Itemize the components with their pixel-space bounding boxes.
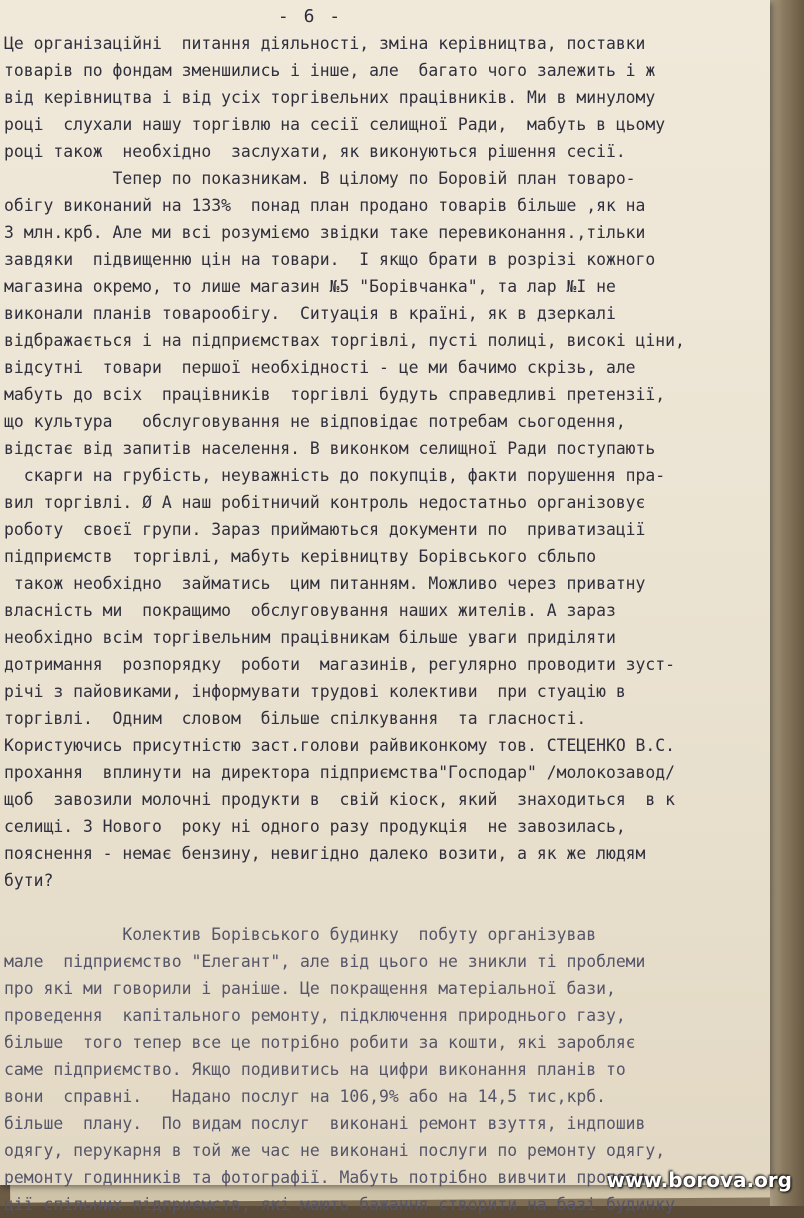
text-line: завдяки підвищенню цін на товари. І якщо брати в розрізі кожного: [4, 250, 656, 269]
text-line: ції спільних підприємств, які мають бажання створити на базі будинку: [4, 1195, 676, 1214]
text-line: році також необхідно заслухати, як виконуються рішення сесії.: [4, 142, 626, 161]
binder-edge: [770, 0, 804, 1206]
text-line: мале підприємство "Елегант", але від цього не зникли ті проблеми: [4, 952, 646, 971]
text-line: роботу своєї групи. Зараз приймаються документи по приватизації: [4, 520, 646, 539]
text-line: пояснення - немає бензину, невигідно далеко возити, а як же людям: [4, 844, 646, 863]
page-number: - 6 -: [277, 6, 343, 27]
text-line: обігу виконаний на 133% понад план продано товарів більше ,як на: [4, 196, 646, 215]
text-line: прохання вплинути на директора підприємства"Господар" /молокозавод/: [4, 763, 676, 782]
text-line: виконали планів товарообігу. Ситуація в країні, як в дзеркалі: [4, 304, 616, 323]
site-watermark: www.borova.org: [606, 1168, 792, 1192]
text-line: відсутні товари першої необхідності - це ми бачимо скрізь, але: [4, 358, 636, 377]
text-line: Це організаційні питання діяльності, зміна керівництва, поставки: [4, 34, 646, 53]
text-line: підприємств торгівлі, мабуть керівництву Борівського сбльпо: [4, 547, 597, 566]
text-line: торгівлі. Одним словом більше спілкування та гласності.: [4, 709, 587, 728]
text-line: необхідно всім торгівельним працівникам більше уваги приділяти: [4, 628, 616, 647]
text-line: власність ми покращимо обслуговування наших жителів. А зараз: [4, 601, 616, 620]
text-line: бути?: [4, 871, 54, 890]
text-line: від керівництва і від усіх торгівельних працівників. Ми в минулому: [4, 88, 656, 107]
text-line: дотримання розпорядку роботи магазинів, регулярно проводити зуст-: [4, 655, 676, 674]
text-line: [4, 894, 764, 921]
text-line: 3 млн.крб. Але ми всі розуміємо звідки таке перевиконання.,тільки: [4, 223, 646, 242]
text-line: товарів по фондам зменшились і інше, але багато чого залежить і ж: [4, 61, 656, 80]
text-line: проведення капітального ремонту, підключення природнього газу,: [4, 1006, 626, 1025]
text-line: відбражається і на підприємствах торгівлі, пусті полиці, високі ціни,: [4, 331, 685, 350]
text-line: селищі. З Нового року ні одного разу продукція не завозилась,: [4, 817, 626, 836]
document-body: [4, 30, 764, 1218]
text-line: Колектив Борівського будинку побуту організував: [4, 925, 597, 944]
text-line: більше того тепер все це потрібно робити за кошти, які заробляє: [4, 1033, 636, 1052]
text-line: відстає від запитів населення. В виконком селищної Ради поступають: [4, 439, 656, 458]
text-line: також необхідно займатись цим питанням. Можливо через приватну: [4, 574, 646, 593]
text-line: щоб завозили молочні продукти в свій кіоск, який знаходиться в к: [4, 790, 676, 809]
text-line: скарги на грубість, неуважність до покупців, факти порушення пра-: [4, 466, 666, 485]
text-line: мабуть до всіх працівників торгівлі будуть справедливі претензії,: [4, 385, 666, 404]
text-line: вил торгівлі. Ø А наш робітничий контроль недостатньо організовує: [4, 493, 646, 512]
text-line: ремонту годинників та фотографії. Мабуть потрібно вивчити пропози-: [4, 1168, 656, 1187]
text-line: про які ми говорили і раніше. Це покращення матеріальної бази,: [4, 979, 616, 998]
text-line: вони справні. Надано послуг на 106,9% або на 14,5 тис,крб.: [4, 1087, 606, 1106]
text-line: більше плану. По видам послуг виконані ремонт взуття, індпошив: [4, 1114, 646, 1133]
text-line: магазина окремо, то лише магазин №5 "Борівчанка", та лар №I не: [4, 277, 616, 296]
text-line: Тепер по показникам. В цілому по Боровій план товаро-: [4, 169, 636, 188]
text-line: річі з пайовиками, інформувати трудові колективи при стуацію в: [4, 682, 626, 701]
text-line: одягу, перукарня в той же час не виконані послуги по ремонту одягу,: [4, 1141, 666, 1160]
text-line: саме підприємство. Якщо подивитись на цифри виконання планів то: [4, 1060, 626, 1079]
text-line: році слухали нашу торгівлю на сесії селищної Ради, мабуть в цьому: [4, 115, 666, 134]
text-line: Користуючись присутністю заст.голови райвиконкому тов. СТЕЦЕНКО В.С.: [4, 736, 676, 755]
text-line: що культура обслуговування не відповідає потребам сьогодення,: [4, 412, 626, 431]
